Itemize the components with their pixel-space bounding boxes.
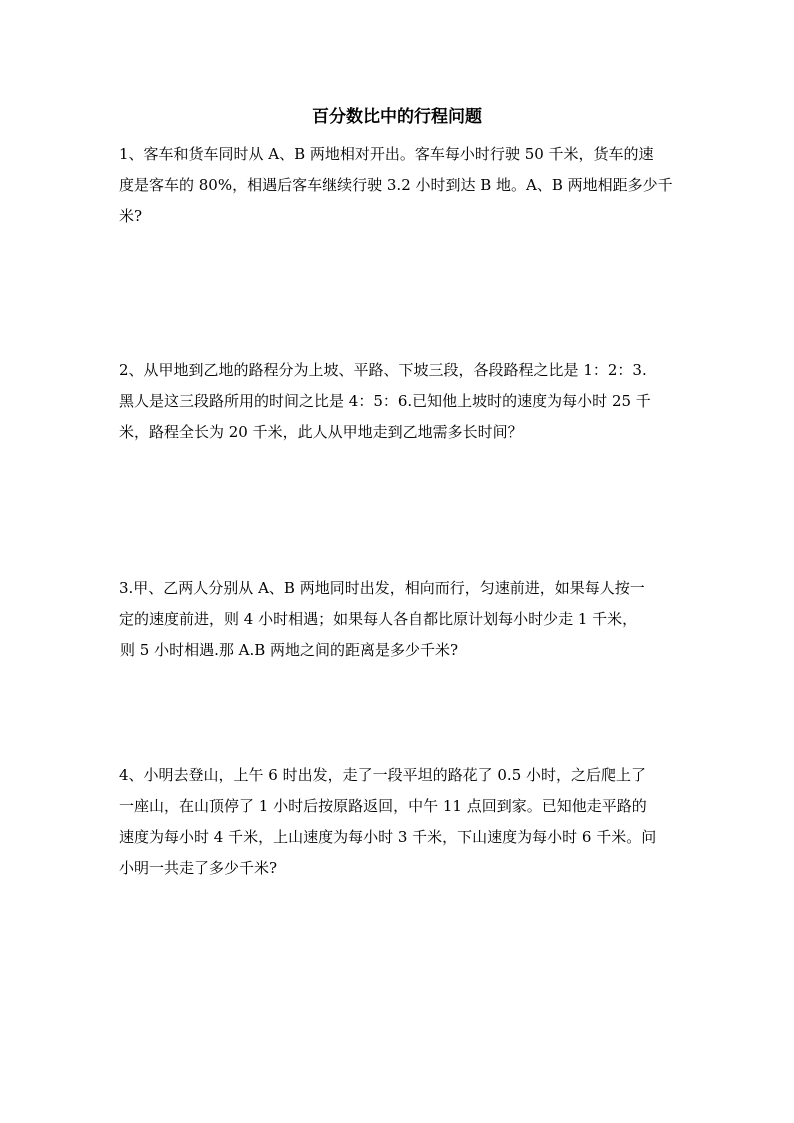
problem-2: [119, 355, 681, 448]
problem-3-line-1: 3.甲、乙两人分别从 A、B 两地同时出发，相向而行，匀速前进，如果每人按一: [119, 579, 645, 597]
problem-1: [119, 139, 681, 232]
problem-4-line-4: 小明一共走了多少千米?: [119, 859, 278, 877]
problem-2-line-2: 黑人是这三段路所用的时间之比是 4：5：6.已知他上坡时的速度为每小时 25 千: [119, 392, 651, 410]
problem-4: [119, 760, 681, 884]
problem-2-line-3: 米，路程全长为 20 千米，此人从甲地走到乙地需多长时间？: [119, 423, 523, 441]
problem-2-line-1: 2、从甲地到乙地的路程分为上坡、平路、下坡三段，各段路程之比是 1：2：3.: [119, 361, 647, 379]
problem-1-line-2: 度是客车的 80%，相遇后客车继续行驶 3.2 小时到达 B 地。A、B 两地相距多少千: [119, 176, 673, 194]
problem-4-line-3: 速度为每小时 4 千米，上山速度为每小时 3 千米，下山速度为每小时 6 千米。问: [119, 828, 657, 846]
problem-4-line-1: 4、小明去登山，上午 6 时出发，走了一段平坦的路花了 0.5 小时，之后爬上了: [119, 766, 647, 784]
problem-4-line-2: 一座山，在山顶停了 1 小时后按原路返回，中午 11 点回到家。已知他走平路的: [119, 797, 647, 815]
problem-1-line-1: 1、客车和货车同时从 A、B 两地相对开出。客车每小时行驶 50 千米，货车的速: [119, 145, 654, 163]
problem-3-line-2: 定的速度前进，则 4 小时相遇；如果每人各自都比原计划每小时少走 1 千米，: [119, 610, 638, 628]
problem-3-line-3: 则 5 小时相遇.那 A.B 两地之间的距离是多少千米?: [120, 641, 459, 659]
problem-3: [119, 573, 681, 666]
problem-1-line-3: 米?: [119, 207, 143, 225]
document-title: 百分数比中的行程问题: [312, 107, 482, 127]
